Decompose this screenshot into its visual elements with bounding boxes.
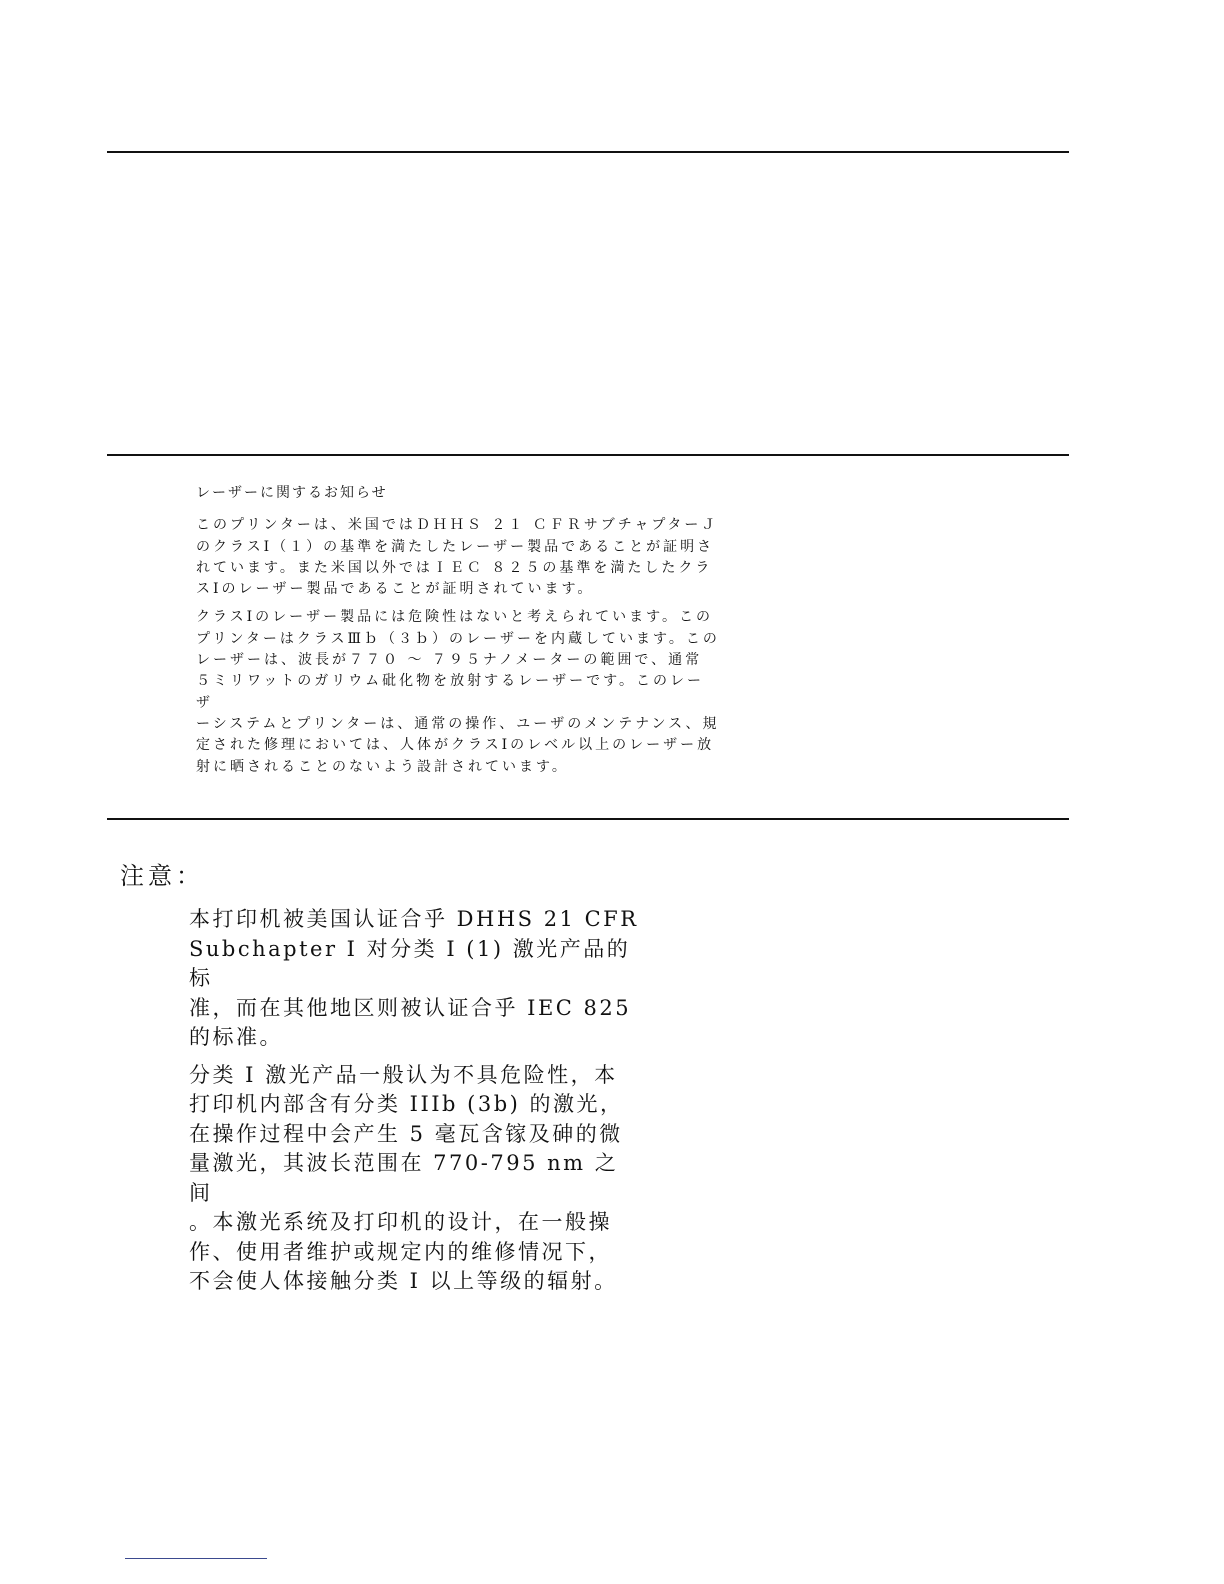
chinese-notice-paragraph-2: 分类 I 激光产品一般认为不具危险性，本 打印机内部含有分类 IIIb (3b) 的激光， 在操作过程中会产生 5 毫瓦含镓及砷的微 量激光，其波长范围在 770-795 nm 之间 。本激光系统及打印机的设计，在一般操 作、使用者维护或规定内的维修情况下， 不会使人体接触分类 I 以上等级的辐射。 bbox=[189, 1062, 624, 1293]
chinese-laser-notice bbox=[189, 905, 639, 1297]
footer-rule bbox=[125, 1558, 267, 1559]
chinese-notice-heading: 注意： bbox=[120, 862, 204, 890]
japanese-laser-notice bbox=[196, 483, 721, 778]
japanese-notice-paragraph-1: このプリンターは、米国ではＤＨＨＳ ２１ ＣＦＲサブチャプターＪ のクラスⅠ（１）の基準を満たしたレーザー製品であることが証明さ れています。また米国以外ではＩＥＣ ８２５の基準を満たしたクラ スⅠのレーザー製品であることが証明されています。 bbox=[196, 517, 719, 598]
chinese-notice-paragraph-1: 本打印机被美国认证合乎 DHHS 21 CFR Subchapter I 对分类 I (1) 激光产品的标 准，而在其他地区则被认证合乎 IEC 825 的标准。 bbox=[189, 907, 639, 1049]
lower-divider bbox=[107, 818, 1069, 820]
japanese-notice-title: レーザーに関するお知らせ bbox=[196, 485, 388, 501]
top-divider bbox=[107, 151, 1069, 153]
japanese-notice-paragraph-2: クラスⅠのレーザー製品には危険性はないと考えられています。この プリンターはクラスⅢｂ（３ｂ）のレーザーを内蔵しています。この レーザーは、波長が７７０ ～ ７９５ナノメーターの範囲で、通常 ５ミリワットのガリウム砒化物を放射するレーザーです。このレーザ ーシステムとプリンターは、通常の操作、ユーザのメンテナンス、規 定された修理においては、人体がクラスⅠのレベル以上のレーザー放 射に晒されることのないよう設計されています。 bbox=[196, 609, 720, 775]
middle-divider bbox=[107, 454, 1069, 456]
